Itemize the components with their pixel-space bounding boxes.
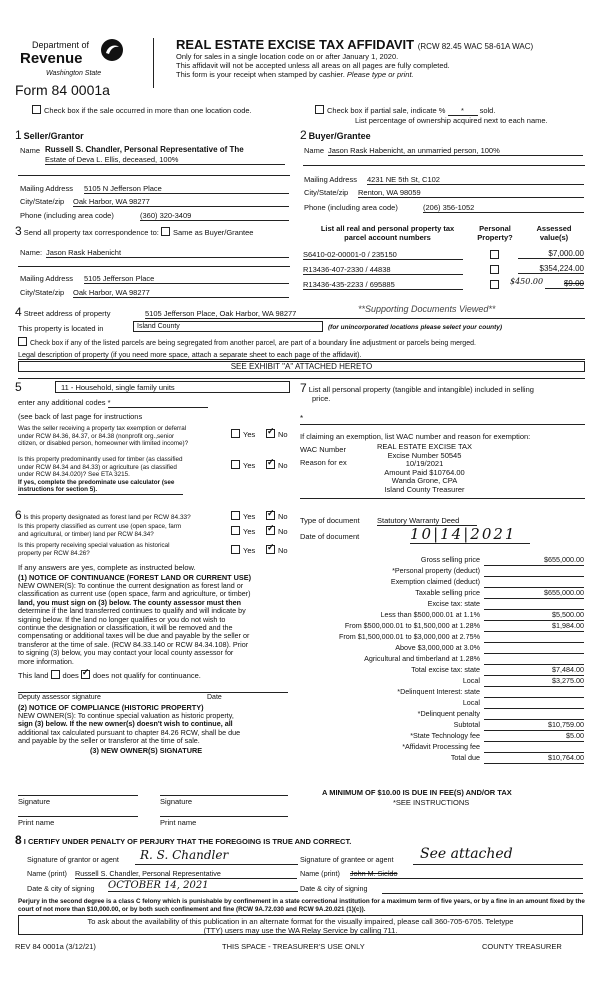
buyer-name-label: Name xyxy=(304,146,325,155)
calc-row xyxy=(290,555,585,566)
calc-label: Above $3,000,000 at 3.0% xyxy=(395,643,480,652)
calc-value[interactable] xyxy=(484,742,584,753)
grantor-signature[interactable]: R. S. Chandler xyxy=(140,848,229,862)
legal-description-label: Legal description of property (if you need more space, attach a separate sheet to each page of the affidavit). xyxy=(18,350,585,360)
sec5-number: 5 xyxy=(15,380,22,394)
form-title: REAL ESTATE EXCISE TAX AFFIDAVIT (RCW 82.45 WAC 58-61A WAC) xyxy=(176,37,534,52)
calc-row xyxy=(290,742,585,753)
calc-label: Local xyxy=(462,698,480,707)
doctype[interactable]: Statutory Warranty Deed xyxy=(377,516,477,526)
deputy-date-label: Date xyxy=(207,694,222,701)
seller-name-label: Name xyxy=(20,146,41,155)
revenue-logo-icon xyxy=(100,38,124,62)
exemption-label: If claiming an exemption, list WAC number and reason for exemption: xyxy=(300,432,531,441)
calc-row xyxy=(290,599,585,610)
multi-location-check[interactable]: Check box if the sale occurred in more than one location code. xyxy=(32,105,252,115)
ownership-note: List percentage of ownership acquired next to each name. xyxy=(355,116,548,125)
buyer-name[interactable]: Jason Rask Habenicht, an unmarried person, 100% xyxy=(328,146,583,156)
treasurer-space: THIS SPACE - TREASURER'S USE ONLY xyxy=(222,942,365,951)
calc-row xyxy=(290,632,585,643)
wac-number-label: WAC Number xyxy=(300,445,346,454)
county-label: This property is located in xyxy=(18,324,104,333)
additional-codes[interactable]: enter any additional codes * xyxy=(18,398,208,408)
parcel-personal-check[interactable] xyxy=(490,265,502,275)
seller-city[interactable]: Oak Harbor, WA 98277 xyxy=(73,197,289,207)
calc-value[interactable]: $3,275.00 xyxy=(484,676,584,687)
calc-row xyxy=(290,577,585,588)
calc-label: *Personal property (deduct) xyxy=(392,566,480,575)
calc-value[interactable] xyxy=(484,709,584,720)
header-line1: Only for sales in a single location code on or after January 1, 2020. xyxy=(176,52,399,61)
calc-label: Subtotal xyxy=(453,720,480,729)
parcel-number[interactable]: R13436-435-2233 / 695885 xyxy=(303,280,463,290)
owner-print-1[interactable]: Print name xyxy=(18,818,55,827)
calc-label: Total due xyxy=(450,753,480,762)
buyer-mail-label: Mailing Address xyxy=(304,175,357,184)
calc-value[interactable] xyxy=(484,632,584,643)
calc-value[interactable] xyxy=(484,566,584,577)
notice-continuance-heading: (1) NOTICE OF CONTINUANCE (FOREST LAND OR CURRENT USE) xyxy=(18,573,252,582)
calc-row xyxy=(290,753,585,764)
current-use-question: Is this property classified as current use (open space, farm and agricultural, or timber) land per RCW 84.34? xyxy=(18,523,182,538)
parcel-number[interactable]: S6410-02-00001-0 / 235150 xyxy=(303,250,463,260)
header-line3: This form is your receipt when stamped by cashier. Please type or print. xyxy=(176,70,414,79)
header-line2: This affidavit will not be accepted unless all areas on all pages are fully completed. xyxy=(176,61,450,70)
forest-question: 6 Is this property designated as forest land per RCW 84.33? xyxy=(15,508,191,522)
calc-value[interactable]: $655,000.00 xyxy=(484,588,584,599)
grantee-name-label: Name (print) xyxy=(300,869,340,878)
q3-yes[interactable]: Yes xyxy=(231,511,255,521)
owner-signature-2[interactable]: Signature xyxy=(160,797,193,806)
parcel-personal-check[interactable] xyxy=(490,250,502,260)
docdate-label: Date of document xyxy=(300,532,360,541)
form-number: Form 84 0001a xyxy=(15,82,110,98)
form-revision: REV 84 0001a (3/12/21) xyxy=(15,942,96,951)
calc-value[interactable]: $1,984.00 xyxy=(484,621,584,632)
calc-label: *Delinquent Interest: state xyxy=(397,687,480,696)
calc-label: *Affidavit Processing fee xyxy=(402,742,480,751)
calc-value[interactable]: $7,484.00 xyxy=(484,665,584,676)
calc-value[interactable] xyxy=(484,599,584,610)
calc-label: Less than $500,000.01 at 1.1% xyxy=(380,610,480,619)
calc-row xyxy=(290,566,585,577)
grantee-name[interactable]: John M. Sieldo xyxy=(350,869,583,879)
new-owner-sig-heading: (3) NEW OWNER(S) SIGNATURE xyxy=(90,746,203,755)
calc-value[interactable]: $10,759.00 xyxy=(484,720,584,731)
calc-label: *Delinquent penalty xyxy=(417,709,480,718)
seller-mail-label: Mailing Address xyxy=(20,184,73,193)
calc-row xyxy=(290,698,585,709)
calc-row xyxy=(290,665,585,676)
exemption-question: Was the seller receiving a property tax exemption or deferral under RCW 84.36, 84.37, or 84.38 (nonprofit org.,senior citizen, or disabled person, homeowner with limited income)? xyxy=(18,425,189,447)
grantee-signature[interactable]: See attached xyxy=(420,846,513,862)
corr-name-label: Name: xyxy=(20,248,43,257)
perjury-notice: Perjury in the second degree is a class C felony which is punishable by confinement in a state correctional institution for a maximum term of five years, or by a fine in an amount fixed by the court of not more than $10,000.00, or by both such confinement and fine (RCW 9A.72.030 and RCW 9A.20.021 (1)(c)). xyxy=(18,898,585,913)
assessed-header: Assessed value(s) xyxy=(536,224,572,242)
tax-calculation xyxy=(290,555,585,764)
calc-label: Exemption claimed (deduct) xyxy=(390,577,480,586)
correspondence-section: 3 Send all property tax correspondence to: Same as Buyer/Grantee xyxy=(15,224,254,238)
buyer-city-label: City/State/zip xyxy=(304,188,349,197)
seller-section: 1 Seller/Grantor xyxy=(15,128,84,142)
grantor-sig-label: Signature of grantor or agent xyxy=(27,855,119,864)
owner-print-2[interactable]: Print name xyxy=(160,818,197,827)
calc-label: From $500,000.01 to $1,500,000 at 1.28% xyxy=(344,621,480,630)
street-address[interactable]: 5105 Jefferson Place, Oak Harbor, WA 98277 xyxy=(145,309,585,319)
state-label: Washington State xyxy=(46,70,102,77)
calc-value[interactable] xyxy=(484,687,584,698)
calc-label: Local xyxy=(462,676,480,685)
calc-value[interactable] xyxy=(484,654,584,665)
notice-compliance-heading: (2) NOTICE OF COMPLIANCE (HISTORIC PROPERTY) xyxy=(18,703,204,712)
parcel-value[interactable]: $9.00 xyxy=(545,279,584,289)
q3-no[interactable]: ✓ No xyxy=(266,511,288,521)
timber-question: Is this property predominantly used for timber (as classified under RCW 84.34 and 84.33) or agriculture (as classified under RCW 84.34.020)? See ETA 3215. If yes, complete the predominate use calculator (see instructions for section 5). xyxy=(18,456,183,493)
exemption-reason-label: Reason for ex xyxy=(300,458,347,467)
seller-phone-label: Phone (including area code) xyxy=(20,211,114,220)
notice-continuance-text: NEW OWNER(S): To continue the current designation as forest land or classification as current use (open space, farm and agriculture, or timber) land, you must sign on (3) below. The county assessor must then determine if the land transferred continues to qualify and will indicate by signing below. If the land no longer qualifies or you do not wish to continue the designation or classification, it will be removed and the compensating or additional taxes will be due and payable by the seller or transferor at the time of sale. (RCW 84.33.140 or RCW 84.34.108). Prior to signing (3) below, you may contact your local county assessor for more information. xyxy=(18,581,251,666)
parcel-personal-check[interactable] xyxy=(490,280,502,290)
county-note: (for unincorporated locations please select your county) xyxy=(328,324,503,331)
calc-row xyxy=(290,731,585,742)
calc-label: Gross selling price xyxy=(420,555,480,564)
q4-no[interactable]: ✓ No xyxy=(266,526,288,536)
buyer-mail[interactable]: 4231 NE 5th St, C102 xyxy=(367,175,584,185)
corr-city[interactable]: Oak Harbor, WA 98277 xyxy=(73,288,289,298)
personal-property-header: Personal Property? xyxy=(477,224,513,242)
if-yes-note: If any answers are yes, complete as instructed below. xyxy=(18,563,196,572)
grantee-sig-label: Signature of grantee or agent xyxy=(300,855,394,864)
q5-no[interactable]: ✓ No xyxy=(266,545,288,555)
see-instructions-2: *SEE INSTRUCTIONS xyxy=(393,798,470,807)
street-section: 4 Street address of property xyxy=(15,305,111,319)
owner-signature-1[interactable]: Signature xyxy=(18,797,51,806)
county-select[interactable]: Island County xyxy=(133,321,323,332)
see-instructions: (see back of last page for instructions xyxy=(18,412,143,421)
q1-yes[interactable]: Yes xyxy=(231,429,255,439)
buyer-city[interactable]: Renton, WA 98059 xyxy=(358,188,584,198)
calc-row xyxy=(290,687,585,698)
calc-row xyxy=(290,643,585,654)
calc-row xyxy=(290,709,585,720)
partial-sale-check[interactable]: Check box if partial sale, indicate % * sold. xyxy=(315,105,495,116)
certify: 8 I CERTIFY UNDER PENALTY OF PERJURY THAT THE FOREGOING IS TRUE AND CORRECT. xyxy=(15,833,352,847)
calc-value[interactable]: $10,764.00 xyxy=(484,753,584,764)
parcel-value[interactable]: $354,224.00 xyxy=(518,264,584,274)
calc-label: Total excise tax: state xyxy=(411,665,480,674)
alt-format-notice: To ask about the availability of this publication in an alternate format for the visually impaired, please call 360-705-6705. Teletype (TTY) users may use the WA Relay Service by calling 711. xyxy=(18,915,583,935)
calc-label: Taxable selling price xyxy=(415,588,480,597)
land-qualify[interactable]: This land does ✓ does not qualify for continuance. xyxy=(18,670,201,680)
corr-city-label: City/State/zip xyxy=(20,288,65,297)
minimum-due: A MINIMUM OF $10.00 IS DUE IN FEE(S) AND/OR TAX xyxy=(322,788,512,797)
q1-no[interactable]: ✓ No xyxy=(266,429,288,439)
parcel-value[interactable]: $7,000.00 xyxy=(518,249,584,259)
q4-yes[interactable]: Yes xyxy=(231,526,255,536)
seller-name-2[interactable]: Estate of Deva L. Ellis, deceased, 100% xyxy=(45,155,285,165)
buyer-phone-label: Phone (including area code) xyxy=(304,203,398,212)
calc-value[interactable] xyxy=(484,698,584,709)
corr-mail-label: Mailing Address xyxy=(20,274,73,283)
seller-mail[interactable]: 5105 N Jefferson Place xyxy=(84,184,289,194)
seller-name[interactable]: Russell S. Chandler, Personal Representative of The xyxy=(45,145,244,154)
q5-yes[interactable]: Yes xyxy=(231,545,255,555)
exhibit-a[interactable]: SEE EXHIBIT "A" ATTACHED HERETO xyxy=(18,361,585,372)
calc-value[interactable]: $5.00 xyxy=(484,731,584,742)
buyer-phone[interactable]: (206) 356-1052 xyxy=(423,203,584,213)
treasurer-stamp: REAL ESTATE EXCISE TAX Excise Number 50545 10/19/2021 Amount Paid $10764.00 Wanda Grone, CPA Island County Treasurer xyxy=(376,442,473,494)
calc-label: *State Technology fee xyxy=(410,731,480,740)
county-treasurer: COUNTY TREASURER xyxy=(482,942,562,951)
historic-question: Is this property receiving special valuation as historical property per RCW 84.26? xyxy=(18,542,170,557)
calc-value[interactable]: $655,000.00 xyxy=(484,555,584,566)
calc-row xyxy=(290,610,585,621)
dept-label: Department of xyxy=(32,40,90,50)
calc-label: Agricultural and timberland at 1.28% xyxy=(364,654,480,663)
grantor-date-label: Date & city of signing xyxy=(27,884,95,893)
docdate[interactable]: 10|14|2021 xyxy=(410,525,530,544)
corr-mail[interactable]: 5105 Jefferson Place xyxy=(84,274,289,284)
calc-row xyxy=(290,720,585,731)
land-use-select[interactable]: 11 - Household, single family units xyxy=(55,381,290,393)
doctype-label: Type of document xyxy=(300,516,360,525)
grantee-date-label: Date & city of signing xyxy=(300,884,368,893)
calc-value[interactable] xyxy=(484,643,584,654)
q2-no[interactable]: ✓ No xyxy=(266,460,288,470)
calc-row xyxy=(290,621,585,632)
revenue-logo-text: Revenue xyxy=(20,50,83,67)
calc-value[interactable] xyxy=(484,577,584,588)
grantor-date[interactable]: OCTOBER 14, 2021 xyxy=(108,880,298,892)
calc-row xyxy=(290,676,585,687)
seller-phone[interactable]: (360) 320-3409 xyxy=(140,211,289,221)
seller-city-label: City/State/zip xyxy=(20,197,65,206)
calc-row xyxy=(290,588,585,599)
corr-name[interactable]: Jason Rask Habenicht xyxy=(46,248,289,258)
q2-yes[interactable]: Yes xyxy=(231,460,255,470)
notice-compliance-text: NEW OWNER(S): To continue special valuation as historic property, sign (3) below. If the new owner(s) doesn't wish to continue, all additional tax calculated pursuant to chapter 84.26 RCW, shall be due and payable by the seller or transferor at the time of sale. xyxy=(18,711,241,746)
parcel-value-handwritten: $450.00 xyxy=(510,277,544,286)
personal-property-label: 7 List all personal property (tangible and intangible) included in selling price. xyxy=(300,381,534,403)
calc-row xyxy=(290,654,585,665)
personal-property-value[interactable]: * xyxy=(300,414,304,423)
calc-label: Excise tax: state xyxy=(427,599,480,608)
supporting-docs-stamp: **Supporting Documents Viewed** xyxy=(358,304,496,314)
parcels-header: List all real and personal property tax parcel account numbers xyxy=(320,224,455,242)
grantor-name-label: Name (print) xyxy=(27,869,67,878)
calc-label: From $1,500,000.01 to $3,000,000 at 2.75% xyxy=(338,632,480,641)
parcel-number[interactable]: R13436-407-2330 / 44838 xyxy=(303,265,463,275)
grantor-name[interactable]: Russell S. Chandler, Personal Representative xyxy=(75,869,297,879)
deputy-signature-label: Deputy assessor signature xyxy=(18,694,101,701)
buyer-section: 2 Buyer/Grantee xyxy=(300,128,371,142)
calc-value[interactable]: $5,500.00 xyxy=(484,610,584,621)
segregate-check[interactable]: Check box if any of the listed parcels are being segregated from another parcel, are part of a boundary line adjustment or parcels being merged. xyxy=(18,337,476,347)
